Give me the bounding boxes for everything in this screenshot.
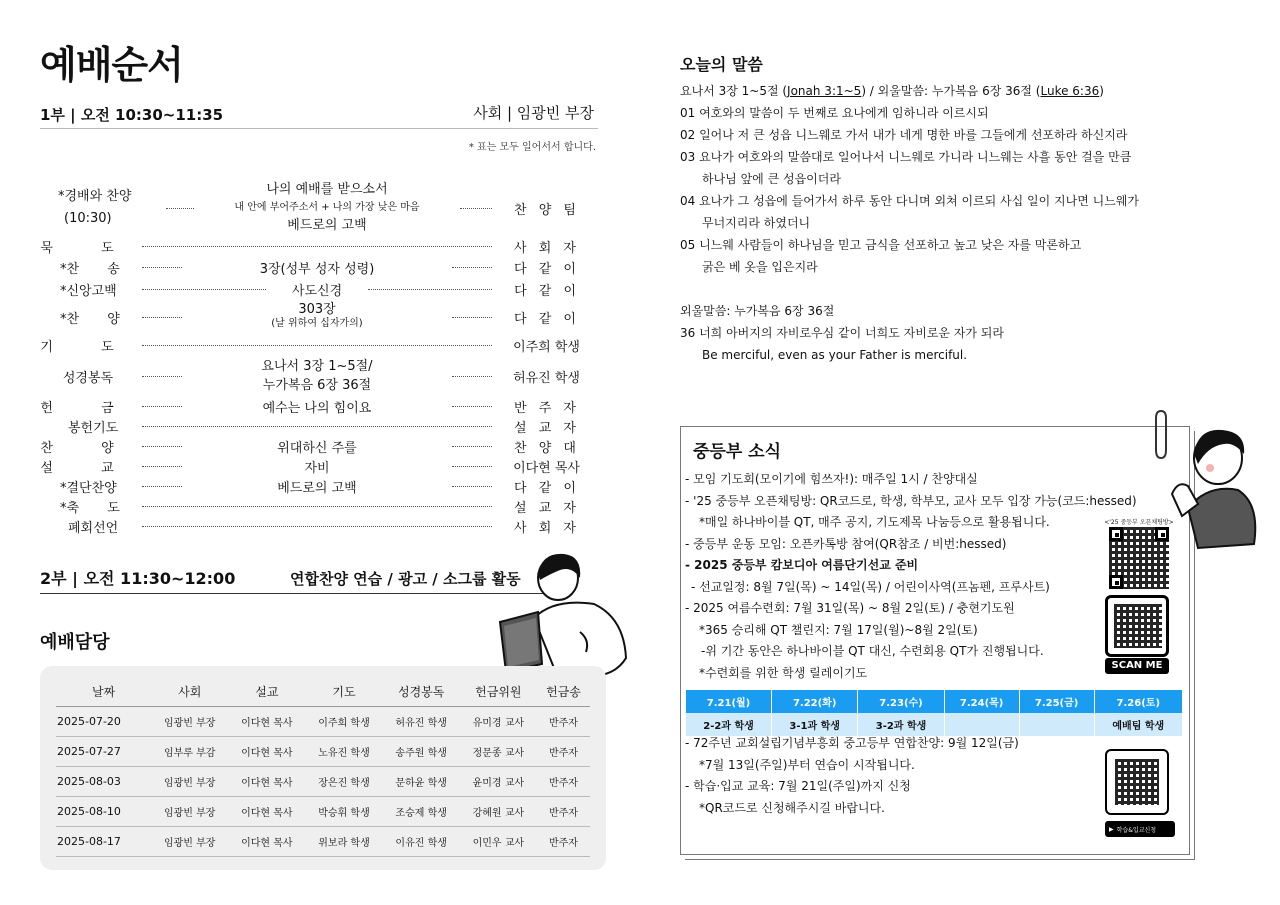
news-item: - '25 중등부 오픈채팅방: QR코드로, 학생, 학부모, 교사 모두 입장 가능(코드:hessed): [685, 493, 1137, 508]
table-cell: 박승휘 학생: [305, 797, 382, 827]
order-row: [40, 396, 580, 416]
part2-label: 2부 | 오전 11:30~12:00: [40, 569, 236, 588]
order-sub: (날 위하여 십자가의): [271, 318, 363, 329]
table-row: [56, 827, 590, 857]
verse-cont: 하나님 앞에 큰 성읍이더라: [702, 172, 841, 186]
order-responsible: 허유진 학생: [513, 370, 580, 386]
order-content: 예수는 나의 힘이요: [262, 400, 372, 416]
news-item: - 2025 중등부 캄보디아 여름단기선교 준비: [685, 558, 919, 572]
order-responsible: 다 같 이: [514, 261, 580, 277]
order-row: [40, 456, 580, 476]
table-cell: 노유진 학생: [305, 737, 382, 767]
order-label: *찬 송: [60, 261, 120, 277]
order-responsible: 설 교 자: [514, 420, 580, 436]
verse: 03 요나가 여호와의 말씀대로 일어나서 니느웨로 가니라 니느웨는 사흘 동안 걸을 만큼: [680, 150, 1132, 164]
page-title: 예배순서: [40, 43, 183, 87]
table-cell: 이주희 학생: [305, 707, 382, 737]
roster-header: 기도: [305, 676, 382, 707]
openchat-qr-code[interactable]: [1109, 527, 1169, 589]
order-content-2: 누가복음 6장 36절: [262, 378, 372, 393]
order-responsible: 찬 양 팀: [514, 202, 580, 218]
news-item: - 중등부 운동 모임: 오픈카톡방 참여(QR참조 / 비번:hessed): [685, 536, 1007, 551]
order-content: 자비: [304, 460, 330, 476]
roster-header: 날짜: [56, 676, 151, 707]
pointing-boy-illustration: [1168, 424, 1262, 550]
order-responsible: 이주희 학생: [513, 339, 580, 355]
order-content: 베드로의 고백: [277, 480, 357, 496]
schedule-day: 7.22(화): [772, 690, 858, 713]
order-row: [40, 496, 580, 516]
roster-panel: [40, 666, 606, 870]
news-item: *매일 하나바이블 QT, 매주 공지, 기도제목 나눔등으로 활용됩니다.: [699, 515, 1050, 529]
order-content: 위대하신 주를: [277, 440, 357, 456]
youtube-link-label: 학습&입교신청: [1116, 826, 1157, 834]
roster-header: 사회: [151, 676, 228, 707]
order-row: [40, 334, 580, 356]
order-label: *신앙고백: [60, 283, 117, 299]
news-item: *수련회를 위한 학생 릴레이기도: [699, 665, 868, 680]
play-icon: ▶: [1109, 825, 1114, 833]
table-cell: 반주자: [537, 827, 590, 857]
table-cell: 임광빈 부장: [151, 707, 228, 737]
scripture-link-jonah[interactable]: Jonah 3:1~5: [787, 84, 862, 98]
table-row: [56, 797, 590, 827]
memory-verse-english: Be merciful, even as your Father is merciful.: [702, 348, 968, 362]
order-label: 봉헌기도: [68, 420, 119, 436]
news-item: - 학습·입교 교육: 7월 21일(주일)까지 신청: [685, 779, 911, 793]
order-label: *경배와 찬양: [58, 189, 132, 204]
order-content: 303장: [298, 302, 336, 317]
order-label: 성경봉독: [62, 370, 114, 386]
verse-cont: 굵은 베 옷을 입은지라: [702, 260, 818, 274]
news-list-2: [685, 733, 1105, 819]
order-label: 찬 양: [40, 440, 136, 456]
schedule-group: 2-2과 학생: [686, 713, 772, 736]
table-cell: 반주자: [537, 767, 590, 797]
table-cell: 2025-08-17: [56, 827, 151, 857]
qr-label: <'25 중등부 오픈채팅방>: [1104, 519, 1174, 526]
scripture-block: [680, 80, 1240, 366]
roster-header: 설교: [228, 676, 305, 707]
order-responsible: 찬 양 대: [514, 440, 580, 456]
divider: [40, 128, 598, 129]
order-row: [40, 356, 580, 396]
roster-header: 헌금위원: [460, 676, 537, 707]
memory-verse-heading: 외울말씀: 누가복음 6장 36절: [680, 304, 835, 318]
schedule-day: 7.21(월): [686, 690, 772, 713]
table-cell: 이민우 교사: [460, 827, 537, 857]
order-responsible: 다 같 이: [514, 480, 580, 496]
order-responsible: 이다현 목사: [513, 460, 580, 476]
schedule-group: 3-1과 학생: [772, 713, 858, 736]
news-panel: [680, 426, 1190, 855]
table-cell: 이다현 목사: [228, 767, 305, 797]
order-responsible: 설 교 자: [514, 500, 580, 516]
schedule-day: 7.25(금): [1019, 690, 1094, 713]
scripture-reference: 요나서 3장 1~5절 (Jonah 3:1~5) / 외울말씀: 누가복음 6장 36절 (Luke 6:36): [680, 84, 1104, 98]
order-label: *찬 양: [60, 311, 120, 327]
roster-heading: 예배담당: [40, 632, 110, 653]
part1-label: 1부 | 오전 10:30~11:35: [40, 106, 224, 124]
verse: 04 요나가 그 성읍에 들어가서 하루 동안 다니며 외쳐 이르되 사십 일이 지나면 니느웨가: [680, 194, 1139, 208]
news-list: [685, 469, 1165, 684]
order-label: 묵 도: [40, 240, 136, 256]
table-cell: 허유진 학생: [383, 707, 460, 737]
standing-note: * 표는 모두 일어서서 합니다.: [468, 142, 596, 153]
table-cell: 임광빈 부장: [151, 767, 228, 797]
order-label: 설 교: [40, 460, 136, 476]
order-label: 폐회선언: [68, 520, 119, 536]
order-responsible: 다 같 이: [514, 311, 580, 327]
order-row: [40, 256, 580, 278]
table-row: [56, 707, 590, 737]
relay-prayer-schedule: [686, 690, 1183, 736]
order-label: *축 도: [60, 500, 120, 516]
schedule-group: 예배팀 학생: [1094, 713, 1182, 736]
table-cell: 이다현 목사: [228, 707, 305, 737]
table-cell: 정문종 교사: [460, 737, 537, 767]
scripture-link-luke[interactable]: Luke 6:36: [1040, 84, 1100, 98]
part2-desc: 연합찬양 연습 / 광고 / 소그룹 활동: [290, 570, 521, 588]
news-item: *365 승리해 QT 챌린지: 7월 17일(월)~8월 2일(토): [699, 622, 978, 637]
table-cell: 이다현 목사: [228, 737, 305, 767]
table-cell: 조승제 학생: [383, 797, 460, 827]
news-item: - 72주년 교회설립기념부흥회 중고등부 연합찬양: 9월 12일(금): [685, 736, 1019, 750]
scan-me-label: SCAN ME: [1105, 658, 1169, 674]
news-item: - 선교일정: 8월 7일(목) ~ 14일(목) / 어린이사역(프놈펜, 프루사트): [691, 579, 1050, 594]
table-cell: 위보라 학생: [305, 827, 382, 857]
order-content: 나의 예배를 받으소서: [266, 182, 388, 197]
order-row: [40, 416, 580, 436]
verse-cont: 무너지리라 하였더니: [702, 216, 811, 230]
order-responsible: 사 회 자: [514, 240, 580, 256]
sports-chat-qr-code[interactable]: [1105, 595, 1169, 657]
table-cell: 이다현 목사: [228, 827, 305, 857]
word-heading: 오늘의 말씀: [680, 55, 763, 74]
order-row: [40, 180, 580, 236]
table-cell: 임광빈 부장: [151, 797, 228, 827]
order-row: [40, 300, 580, 334]
memory-verse: 36 너희 아버지의 자비로우심 같이 너희도 자비로운 자가 되라: [680, 326, 1004, 340]
order-label: 헌 금: [40, 400, 136, 416]
table-cell: 문하윤 학생: [383, 767, 460, 797]
table-row: [56, 767, 590, 797]
youtube-link[interactable]: [1105, 821, 1175, 837]
verse: 02 일어나 저 큰 성읍 니느웨로 가서 내가 네게 명한 바를 그들에게 선포하라 하신지라: [680, 128, 1128, 142]
order-responsible: 다 같 이: [514, 283, 581, 299]
order-responsible: 사 회 자: [514, 520, 580, 536]
table-cell: 윤미경 교사: [460, 767, 537, 797]
schedule-day: 7.26(토): [1094, 690, 1182, 713]
order-content: 사도신경: [291, 283, 343, 299]
order-row: [40, 436, 580, 456]
order-label: 기 도: [40, 339, 136, 355]
order-row: [40, 516, 580, 536]
order-content-2: 베드로의 고백: [287, 218, 367, 233]
reading-boy-illustration: [494, 548, 630, 680]
table-cell: 반주자: [537, 707, 590, 737]
table-cell: 2025-07-20: [56, 707, 151, 737]
order-responsible: 반 주 자: [514, 400, 580, 416]
order-label: *결단찬양: [60, 480, 117, 496]
table-cell: 반주자: [537, 737, 590, 767]
divider: [40, 593, 545, 594]
table-row: [56, 737, 590, 767]
table-cell: 임부루 부감: [151, 737, 228, 767]
order-row: [40, 476, 580, 496]
roster-header: 성경봉독: [383, 676, 460, 707]
worship-order: [40, 180, 580, 536]
roster-table: [56, 676, 590, 857]
schedule-day: 7.23(수): [858, 690, 944, 713]
table-cell: 송주원 학생: [383, 737, 460, 767]
table-cell: 2025-08-10: [56, 797, 151, 827]
schedule-day: 7.24(목): [944, 690, 1019, 713]
registration-qr-code[interactable]: [1105, 749, 1169, 815]
verse: 01 여호와의 말씀이 두 번째로 요나에게 임하니라 이르시되: [680, 106, 989, 120]
order-time: (10:30): [64, 211, 112, 226]
news-heading: 중등부 소식: [693, 442, 782, 462]
order-row: [40, 236, 580, 256]
table-cell: 2025-08-03: [56, 767, 151, 797]
schedule-group: 3-2과 학생: [858, 713, 944, 736]
news-item: - 2025 여름수련회: 7월 31일(목) ~ 8월 2일(토) / 충현기도원: [685, 601, 1015, 615]
table-cell: 이유진 학생: [383, 827, 460, 857]
news-item: *7월 13일(주일)부터 연습이 시작됩니다.: [699, 757, 915, 772]
news-item: - 모임 기도회(모이기에 힘쓰자!): 매주일 1시 / 찬양대실: [685, 472, 978, 486]
table-cell: 장은진 학생: [305, 767, 382, 797]
table-cell: 반주자: [537, 797, 590, 827]
schedule-days-row: [686, 690, 1183, 713]
table-cell: 임광빈 부장: [151, 827, 228, 857]
table-cell: 2025-07-27: [56, 737, 151, 767]
news-item: *QR코드로 신청해주시길 바랍니다.: [699, 800, 885, 815]
roster-header-row: [56, 676, 590, 707]
table-cell: 강혜원 교사: [460, 797, 537, 827]
table-cell: 유미경 교사: [460, 707, 537, 737]
order-content: 요나서 3장 1~5절/: [261, 359, 373, 374]
table-cell: 이다현 목사: [228, 797, 305, 827]
verse: 05 니느웨 사람들이 하나님을 믿고 금식을 선포하고 높고 낮은 자를 막론하고: [680, 238, 1082, 252]
part1-leader: 사회 | 임광빈 부장: [473, 104, 594, 122]
roster-header: 헌금송: [537, 676, 590, 707]
order-content: 3장(성부 성자 성령): [259, 261, 375, 277]
news-item: -위 기간 동안은 하나바이블 QT 대신, 수련회용 QT가 진행됩니다.: [701, 644, 1044, 658]
order-sub: 내 안에 부어주소서 + 나의 가장 낮은 마음: [234, 202, 420, 213]
order-row: [40, 278, 580, 300]
